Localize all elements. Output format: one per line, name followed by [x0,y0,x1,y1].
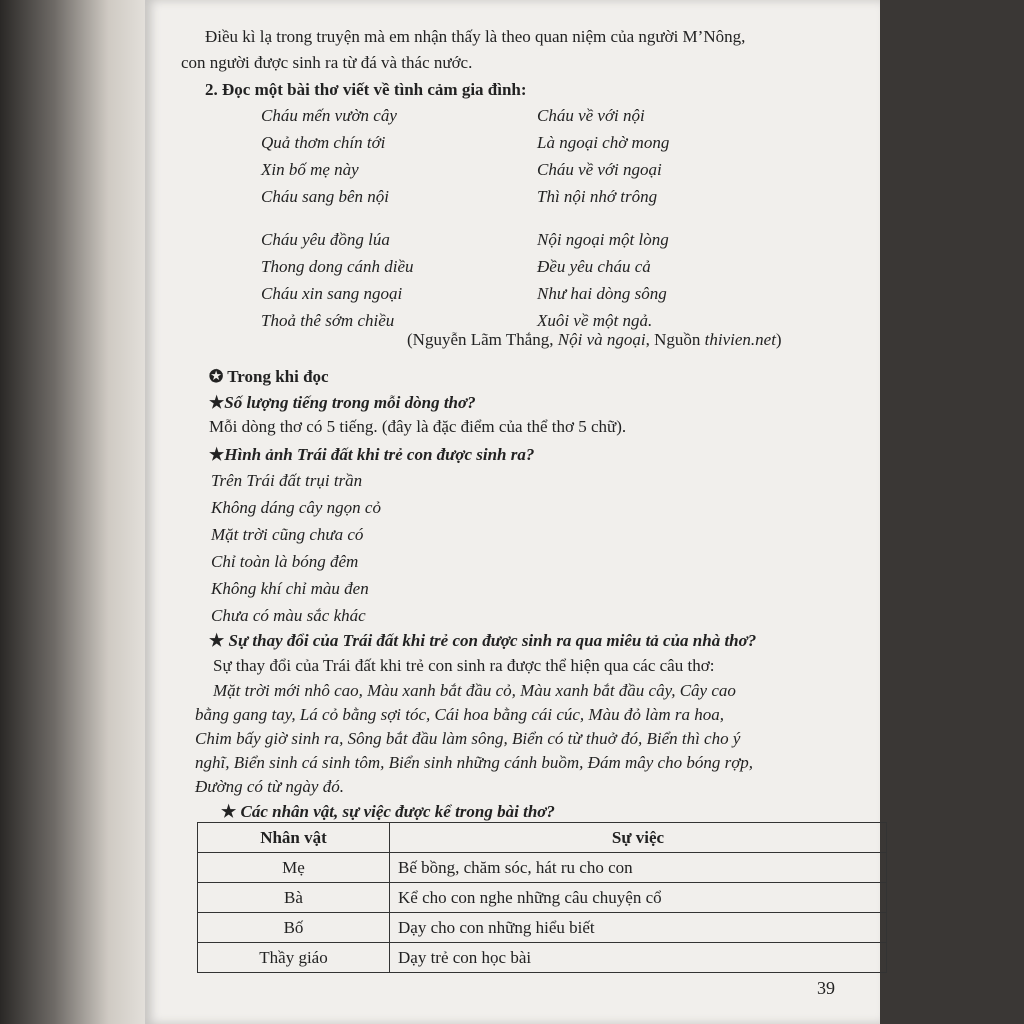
poem-line: Đều yêu cháu cả [537,257,651,276]
poem-line: Thì nội nhớ trông [537,187,658,206]
poem-line: Xuôi về một ngả. [537,311,653,330]
question-text: Các nhân vật, sự việc được kể trong bài thơ? [240,802,555,821]
characters-events-table [197,822,887,973]
table-row [198,943,887,973]
poem-citation [407,329,782,351]
answer-3-quote-5: Đường có từ ngày đó. [195,777,344,796]
poem-line: Quả thơm chín tới [261,133,386,152]
star-icon: ★ [209,631,225,650]
poem-line: Không khí chỉ màu đen [211,579,369,598]
intro-line-1: Điều kì lạ trong truyện mà em nhận thấy là theo quan niệm của người M’Nông, [205,27,746,46]
poem-line: Mặt trời cũng chưa có [211,525,364,544]
cell-character: Bà [198,883,390,913]
poem-line: Cháu về với nội [537,106,645,125]
poem-stanza1-right [537,102,669,210]
star-icon: ★ [209,445,225,464]
citation-mid: , Nguồn [645,330,705,349]
question-2 [209,444,534,466]
cell-event: Dạy trẻ con học bài [390,943,887,973]
poem-line: Nội ngoại một lòng [537,230,669,249]
poem-line: Thong dong cánh diều [261,257,414,276]
cell-character: Thầy giáo [198,943,390,973]
question-4 [221,801,555,823]
star-icon: ★ [221,802,237,821]
header-character: Nhân vật [198,823,390,853]
question-3 [209,630,756,652]
poem-line: Cháu xin sang ngoại [261,284,403,303]
header-event: Sự việc [390,823,887,853]
citation-work: Nội và ngoại [557,330,646,349]
page-number: 39 [817,978,835,998]
citation-suffix: ) [775,330,782,349]
answer-3-intro: Sự thay đổi của Trái đất khi trẻ con sinh ra được thể hiện qua các câu thơ: [213,656,715,675]
poem-line: Cháu yêu đồng lúa [261,230,390,249]
table-row [198,883,887,913]
background-surface [880,0,1024,1024]
question-1 [209,392,476,414]
while-reading-title: Trong khi đọc [227,367,329,386]
answer-3-quote-3: Chim bấy giờ sinh ra, Sông bắt đầu làm sông, Biển có từ thuở đó, Biển thì cho ý [195,729,741,748]
star-icon: ★ [209,393,225,412]
answer-3-quote-1: Mặt trời mới nhô cao, Màu xanh bắt đầu cỏ, Màu xanh bắt đầu cây, Cây cao [213,681,736,700]
poem-stanza1-left [261,102,397,210]
poem-line: Trên Trái đất trụi trần [211,471,363,490]
table-row [198,913,887,943]
cell-event: Dạy cho con những hiểu biết [390,913,887,943]
poem-line: Xin bố mẹ này [261,160,359,179]
answer-3-quote-2: bằng gang tay, Lá cỏ bằng sợi tóc, Cái hoa bằng cái cúc, Màu đỏ làm ra hoa, [195,705,724,724]
poem-line: Không dáng cây ngọn cỏ [211,498,381,517]
q2-poem-lines [211,467,381,629]
poem-stanza2-left [261,226,414,334]
question-text: Sự thay đổi của Trái đất khi trẻ con được sinh ra qua miêu tả của nhà thơ? [228,631,757,650]
question-text: Số lượng tiếng trong mỗi dòng thơ? [224,393,476,412]
poem-line: Cháu sang bên nội [261,187,389,206]
while-reading-heading [209,366,329,388]
badge-icon: ✪ [209,367,224,386]
question-text: Hình ảnh Trái đất khi trẻ con được sinh ra? [224,445,535,464]
citation-prefix: (Nguyễn Lãm Thắng, [407,330,558,349]
answer-3-quote-4: nghĩ, Biển sinh cá sinh tôm, Biển sinh những cánh buồm, Đám mây cho bóng rợp, [195,753,754,772]
intro-line-2: con người được sinh ra từ đá và thác nước. [181,53,473,72]
cell-character: Bố [198,913,390,943]
cell-event: Kể cho con nghe những câu chuyện cổ [390,883,887,913]
adjacent-page-edge [0,0,155,1024]
poem-line: Như hai dòng sông [537,284,667,303]
poem-line: Chỉ toàn là bóng đêm [211,552,359,571]
poem-stanza2-right [537,226,669,334]
poem-line: Thoả thê sớm chiều [261,311,395,330]
answer-1: Mỗi dòng thơ có 5 tiếng. (đây là đặc điểm của thể thơ 5 chữ). [209,417,627,436]
cell-event: Bế bồng, chăm sóc, hát ru cho con [390,853,887,883]
poem-line: Là ngoại chờ mong [537,133,670,152]
poem-line: Cháu mến vườn cây [261,106,397,125]
poem-line: Chưa có màu sắc khác [211,606,366,625]
poem-line: Cháu về với ngoại [537,160,662,179]
cell-character: Mẹ [198,853,390,883]
citation-source: thivien.net [704,330,776,349]
book-page [145,0,880,1024]
section-2-title: 2. Đọc một bài thơ viết về tình cảm gia đình: [205,80,527,99]
table-row [198,853,887,883]
table-header-row [198,823,887,853]
